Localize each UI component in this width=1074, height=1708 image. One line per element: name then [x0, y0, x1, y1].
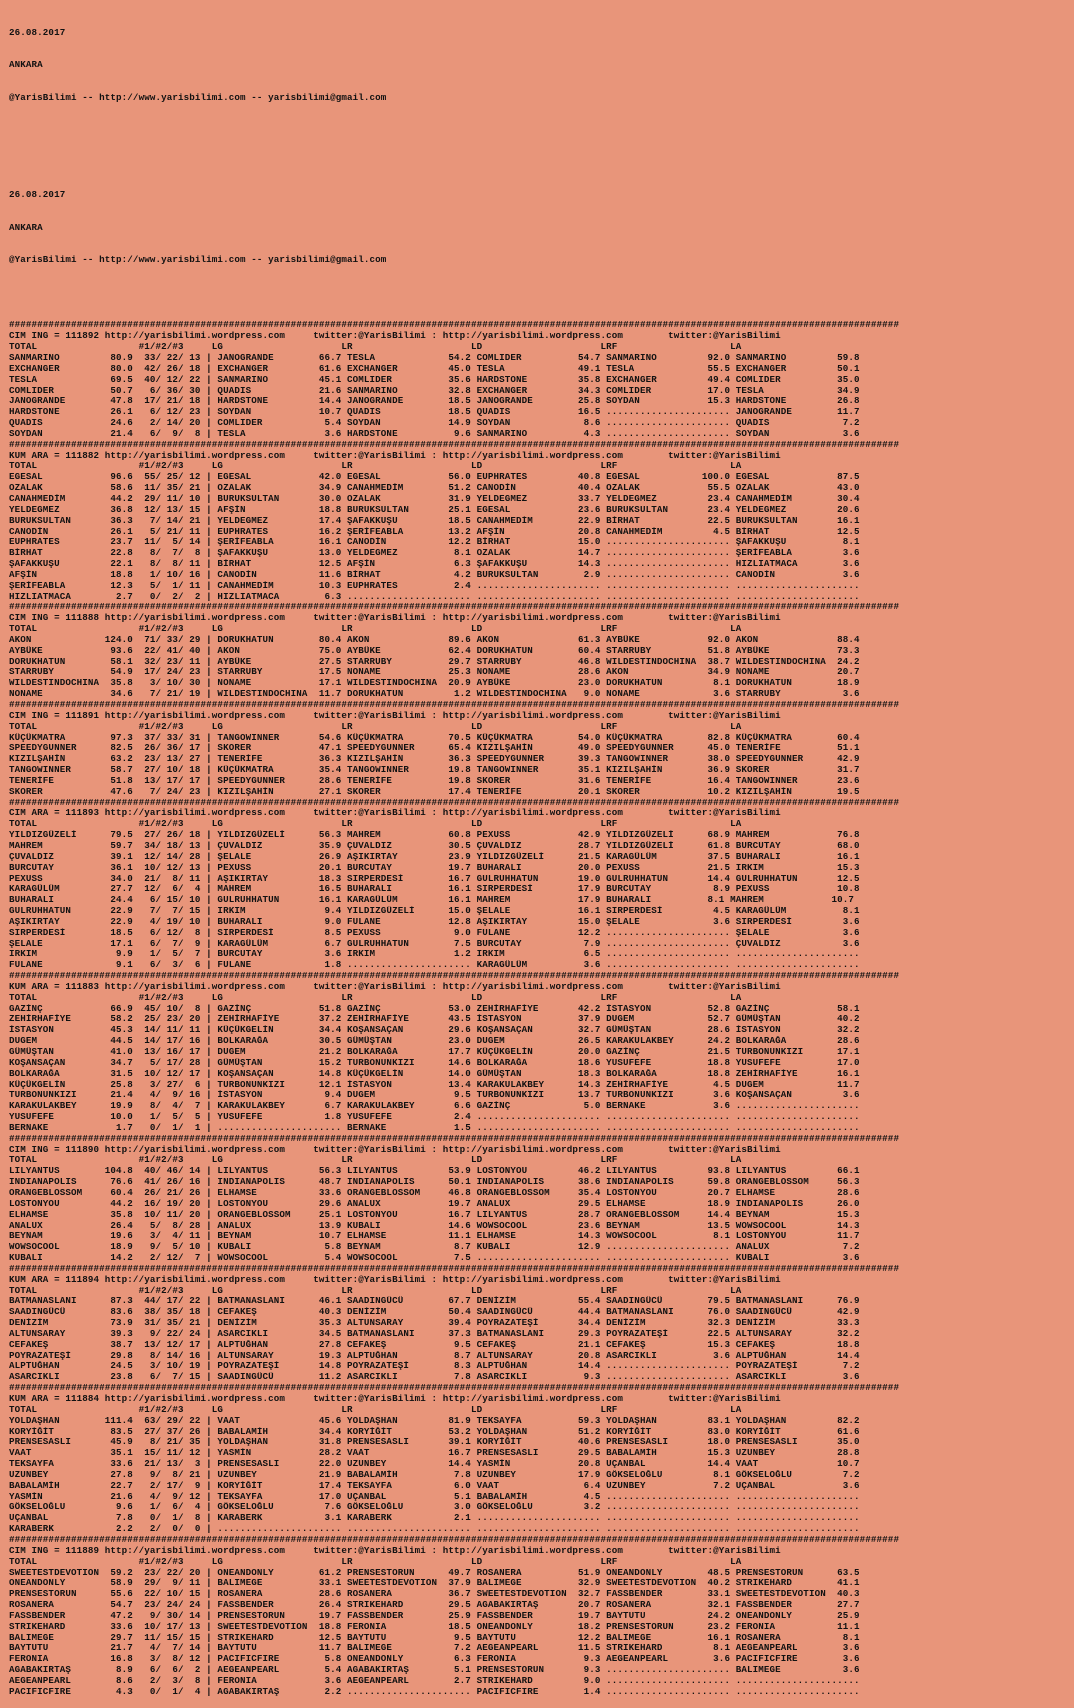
- table-row: CANAHMEDİM 44.2 29/ 11/ 10 | BURUKSULTAN 30.0 OZALAK 31.9 YELDEGMEZ 33.7 YELDEGMEZ 23.4 CANAHMEDİM 30.4: [9, 493, 860, 504]
- table-row: HIZLIATMACA 2.7 0/ 2/ 2 | HIZLIATMACA 6.3 ...................... ...................... ...................... ......................: [9, 591, 860, 602]
- table-row: FERONIA 16.8 3/ 8/ 12 | PACIFICFIRE 5.8 ONEANDONLY 6.3 FERONIA 9.3 AEGEANPEARL 3.6 PACIFICFIRE 3.6: [9, 1654, 860, 1665]
- table-row: FULANE 9.1 6/ 3/ 6 | FULANE 1.8 ...................... KARAGÜLÜM 3.6 ...................... ......................: [9, 960, 860, 971]
- table-row: ORANGEBLOSSOM 60.4 26/ 21/ 26 | ELHAMSE 33.6 ORANGEBLOSSOM 46.8 ORANGEBLOSSOM 35.4 LOSTONYOU 20.7 ELHAMSE 28.6: [9, 1187, 860, 1198]
- table-row: BERNAKE 1.7 0/ 1/ 1 | ...................... BERNAKE 1.5 ...................... ...................... ......................: [9, 1122, 860, 1133]
- table-row: YILDIZGÜZELİ 79.5 27/ 26/ 18 | YILDIZGÜZELİ 56.3 MAHREM 60.8 PEXUSS 42.9 YILDIZGÜZELİ 68.9 MAHREM 76.8: [9, 830, 860, 841]
- table-row: IRKIM 9.9 1/ 5/ 7 | BURCUTAY 3.6 IRKIM 1.2 IRKIM 6.5 ...................... ......................: [9, 949, 860, 960]
- table-row: KORYİĞİT 83.5 27/ 37/ 26 | BABALAMİH 34.4 KORYİĞİT 53.2 YOLDAŞHAN 51.2 KORYİĞİT 83.0 KORYİĞİT 61.6: [9, 1426, 860, 1437]
- column-header: TOTAL #1/#2/#3 LG LR LD LRF LA: [9, 461, 742, 472]
- race-title: CIM ING = 111890 http://yarisbilimi.wordpress.com twitter:@YarisBilimi : http://yarisbilimi.wordpress.com twitter:@YarisBilimi: [9, 1144, 781, 1155]
- table-row: ANALUX 26.4 5/ 8/ 28 | ANALUX 13.9 KUBALI 14.6 WOWSOCOOL 23.6 BEYNAM 13.5 WOWSOCOOL 14.3: [9, 1220, 860, 1231]
- table-row: SWEETESTDEVOTION 59.2 23/ 22/ 20 | ONEANDONLY 61.2 PRENSESTORUN 49.7 ROSANERA 51.9 ONEANDONLY 48.5 PRENSESTORUN 63.5: [9, 1567, 860, 1578]
- separator-line: ##############################################################################################################################################################: [9, 320, 900, 331]
- race-title: CIM ING = 111891 http://yarisbilimi.wordpress.com twitter:@YarisBilimi : http://yarisbilimi.wordpress.com twitter:@YarisBilimi: [9, 710, 781, 721]
- table-row: STRIKEHARD 33.6 10/ 17/ 13 | SWEETESTDEVOTION 18.8 FERONIA 18.5 ONEANDONLY 18.2 PRENSESTORUN 23.2 FERONIA 11.1: [9, 1621, 860, 1632]
- table-row: KÜÇÜKMATRA 97.3 37/ 33/ 31 | TANGOWINNER 54.6 KÜÇÜKMATRA 70.5 KÜÇÜKMATRA 54.0 KÜÇÜKMATRA 82.8 KÜÇÜKMATRA 60.4: [9, 732, 860, 743]
- spacer: [9, 125, 1069, 136]
- table-row: ELHAMSE 35.8 10/ 11/ 20 | ORANGEBLOSSOM 25.1 LOSTONYOU 16.7 LILYANTUS 28.7 ORANGEBLOSSOM 14.4 BEYNAM 15.3: [9, 1209, 860, 1220]
- race-title: KUM ARA = 111882 http://yarisbilimi.wordpress.com twitter:@YarisBilimi : http://yarisbilimi.wordpress.com twitter:@YarisBilimi: [9, 450, 781, 461]
- race-title: CIM ING = 111889 http://yarisbilimi.wordpress.com twitter:@YarisBilimi : http://yarisbilimi.wordpress.com twitter:@YarisBilimi: [9, 1545, 781, 1556]
- table-row: BOLKARAĞA 31.5 10/ 12/ 17 | KOŞANSAÇAN 14.8 KÜÇÜKGELİN 14.0 GÜMÜŞTAN 18.3 BOLKARAĞA 18.8 ZEHİRHAFİYE 16.1: [9, 1068, 860, 1079]
- table-row: AYBÜKE 93.6 22/ 41/ 40 | AKON 75.0 AYBÜKE 62.4 DORUKHATUN 60.4 STARRUBY 51.8 AYBÜKE 73.3: [9, 645, 860, 656]
- race-title: CIM ING = 111888 http://yarisbilimi.wordpress.com twitter:@YarisBilimi : http://yarisbilimi.wordpress.com twitter:@YarisBilimi: [9, 613, 781, 624]
- table-row: KARAGÜLÜM 27.7 12/ 6/ 4 | MAHREM 16.5 BUHARALI 16.1 SIRPERDESİ 17.9 BURCUTAY 8.9 PEXUSS 10.8: [9, 884, 860, 895]
- table-row: INDIANAPOLIS 76.6 41/ 26/ 16 | INDIANAPOLIS 48.7 INDIANAPOLIS 50.1 INDIANAPOLIS 38.6 INDIANAPOLIS 59.8 ORANGEBLOSSOM 56.3: [9, 1177, 860, 1188]
- table-row: ASARCIKLI 23.8 6/ 7/ 15 | SAADINGÜCÜ 11.2 ASARCIKLI 7.8 ASARCIKLI 9.3 ...................... ASARCIKLI 3.6: [9, 1372, 860, 1383]
- table-row: BAYTUTU 21.7 4/ 7/ 14 | BAYTUTU 11.7 BALIMEGE 7.2 AEGEANPEARL 11.5 STRIKEHARD 8.1 AEGEANPEARL 3.6: [9, 1643, 860, 1654]
- table-row: ONEANDONLY 58.9 29/ 9/ 11 | BALIMEGE 33.1 SWEETESTDEVOTION 37.9 BALIMEGE 32.9 SWEETESTDEVOTION 40.2 STRIKEHARD 41.1: [9, 1578, 860, 1589]
- table-row: GULRUHHATUN 22.9 7/ 7/ 15 | IRKIM 9.4 YILDIZGÜZELİ 15.0 ŞELALE 16.1 SIRPERDESİ 4.5 KARAGÜLÜM 8.1: [9, 906, 860, 917]
- table-row: BATMANASLANI 87.3 44/ 17/ 22 | BATMANASLANI 46.1 SAADINGÜCÜ 67.7 DENİZİM 55.4 SAADINGÜCÜ 79.5 BATMANASLANI 76.9: [9, 1296, 860, 1307]
- table-row: VAAT 35.1 15/ 11/ 12 | YASMİN 28.2 VAAT 16.7 PRENSESASLI 29.5 BABALAMİH 15.3 UZUNBEY 28.8: [9, 1448, 860, 1459]
- table-row: ŞERİFEABLA 12.3 5/ 1/ 11 | CANAHMEDİM 10.3 EUPHRATES 2.4 ...................... ...................... ......................: [9, 580, 860, 591]
- race-title: CIM ING = 111892 http://yarisbilimi.wordpress.com twitter:@YarisBilimi : http://yarisbilimi.wordpress.com twitter:@YarisBilimi: [9, 331, 781, 342]
- table-row: EGESAL 96.6 55/ 25/ 12 | EGESAL 42.0 EGESAL 56.0 EUPHRATES 40.8 EGESAL 100.0 EGESAL 87.5: [9, 472, 860, 483]
- table-row: JANOGRANDE 47.8 17/ 21/ 18 | HARDSTONE 14.4 JANOGRANDE 18.5 JANOGRANDE 25.8 SOYDAN 15.3 HARDSTONE 26.8: [9, 396, 860, 407]
- table-row: PRENSESTORUN 55.6 22/ 10/ 15 | ROSANERA 28.6 ROSANERA 36.7 SWEETESTDEVOTION 32.7 FASSBENDER 33.1 SWEETESTDEVOTION 40.3: [9, 1589, 860, 1600]
- table-row: FASSBENDER 47.2 9/ 30/ 14 | PRENSESTORUN 19.7 FASSBENDER 25.9 FASSBENDER 19.7 BAYTUTU 24.2 ONEANDONLY 25.9: [9, 1610, 860, 1621]
- table-row: QUADIS 24.6 2/ 14/ 20 | COMLIDER 5.4 SOYDAN 14.9 SOYDAN 8.6 ...................... QUADIS 7.2: [9, 418, 860, 429]
- separator-line: ##############################################################################################################################################################: [9, 1534, 900, 1545]
- table-row: SKORER 47.6 7/ 24/ 23 | KIZILŞAHİN 27.1 SKORER 17.4 TENERİFE 20.1 SKORER 10.2 KIZILŞAHİN 19.5: [9, 786, 860, 797]
- table-row: ŞELALE 17.1 6/ 7/ 9 | KARAGÜLÜM 6.7 GULRUHHATUN 7.5 BURCUTAY 7.9 ...................... ÇUVALDIZ 3.6: [9, 938, 860, 949]
- table-row: KUBALI 14.2 2/ 12/ 7 | WOWSOCOOL 5.4 WOWSOCOOL 7.5 ...................... ...................... KUBALI 3.6: [9, 1253, 860, 1264]
- table-row: İSTASYON 45.3 14/ 11/ 11 | KÜÇÜKGELİN 34.4 KOŞANSAÇAN 29.6 KOŞANSAÇAN 32.7 GÜMÜŞTAN 28.6 İSTASYON 32.2: [9, 1025, 860, 1036]
- table-row: STARRUBY 54.9 17/ 24/ 23 | STARRUBY 17.5 NONAME 25.3 NONAME 28.6 AKON 34.9 NONAME 20.7: [9, 667, 860, 678]
- column-header: TOTAL #1/#2/#3 LG LR LD LRF LA: [9, 992, 742, 1003]
- table-row: BUHARALI 24.4 6/ 15/ 10 | GULRUHHATUN 16.1 KARAGÜLÜM 16.1 MAHREM 17.9 BUHARALI 8.1 MAHREM 10.7: [9, 895, 855, 906]
- table-row: NONAME 34.6 7/ 21/ 19 | WILDESTINDOCHINA 11.7 DORUKHATUN 1.2 WILDESTINDOCHINA 9.0 NONAME 3.6 STARRUBY 3.6: [9, 689, 860, 700]
- table-row: ALPTUĞHAN 24.5 3/ 10/ 19 | POYRAZATEŞİ 14.8 POYRAZATEŞİ 8.3 ALPTUĞHAN 14.4 ...................... POYRAZATEŞİ 7.2: [9, 1361, 860, 1372]
- document-body: [9, 6, 1069, 1708]
- table-row: TURBONUNKIZI 21.4 4/ 9/ 16 | İSTASYON 9.4 DUGEM 9.5 TURBONUNKIZI 13.7 TURBONUNKIZI 3.6 KOŞANSAÇAN 3.6: [9, 1090, 860, 1101]
- table-row: WOWSOCOOL 18.9 9/ 5/ 10 | KUBALI 5.8 BEYNAM 8.7 KUBALI 12.9 ...................... ANALUX 7.2: [9, 1242, 860, 1253]
- column-header: TOTAL #1/#2/#3 LG LR LD LRF LA: [9, 721, 742, 732]
- column-header: TOTAL #1/#2/#3 LG LR LD LRF LA: [9, 1556, 742, 1567]
- race-title: KUM ARA = 111884 http://yarisbilimi.wordpress.com twitter:@YarisBilimi : http://yarisbilimi.wordpress.com twitter:@YarisBilimi: [9, 1394, 781, 1404]
- table-row: AFŞİN 18.8 1/ 10/ 16 | CANODİN 11.6 BİRHAT 4.2 BURUKSULTAN 2.9 ...................... CANODİN 3.6: [9, 569, 860, 580]
- table-row: CEFAKEŞ 38.7 13/ 12/ 17 | ALPTUĞHAN 27.8 CEFAKEŞ 9.5 CEFAKEŞ 21.1 CEFAKEŞ 15.3 CEFAKEŞ 18.8: [9, 1339, 860, 1350]
- table-row: SAADINGÜCÜ 83.6 38/ 35/ 18 | CEFAKEŞ 40.3 DENİZİM 50.4 SAADINGÜCÜ 44.4 BATMANASLANI 76.0 SAADINGÜCÜ 42.9: [9, 1307, 860, 1318]
- table-row: KARABERK 2.2 2/ 0/ 0 | ...................... ...................... ...................... ...................... ......................: [9, 1524, 860, 1535]
- table-row: GAZİNÇ 66.9 45/ 10/ 8 | GAZİNÇ 51.8 GAZİNÇ 53.0 ZEHİRHAFİYE 42.2 İSTASYON 52.8 GAZİNÇ 58.1: [9, 1003, 860, 1014]
- table-row: POYRAZATEŞİ 29.8 8/ 14/ 16 | ALTUNSARAY 19.3 ALPTUĞHAN 8.7 ALTUNSARAY 20.8 ASARCIKLI 3.6 ALPTUĞHAN 14.4: [9, 1350, 860, 1361]
- table-row: KARAKULAKBEY 19.9 8/ 4/ 7 | KARAKULAKBEY 6.7 KARAKULAKBEY 6.6 GAZİNÇ 5.0 BERNAKE 3.6 ......................: [9, 1101, 860, 1112]
- table-row: UZUNBEY 27.8 9/ 8/ 21 | UZUNBEY 21.9 BABALAMİH 7.8 UZUNBEY 17.9 GÖKSELOĞLU 8.1 GÖKSELOĞLU 7.2: [9, 1469, 860, 1480]
- table-row: BİRHAT 22.8 8/ 7/ 8 | ŞAFAKKUŞU 13.0 YELDEGMEZ 8.1 OZALAK 14.7 ...................... ŞERİFEABLA 3.6: [9, 548, 860, 559]
- table-row: HARDSTONE 26.1 6/ 12/ 23 | SOYDAN 10.7 QUADIS 18.5 QUADIS 16.5 ...................... JANOGRANDE 11.7: [9, 407, 860, 418]
- report-contact: @YarisBilimi -- http://www.yarisbilimi.com -- yarisbilimi@gmail.com: [9, 91, 387, 103]
- table-row: YASMİN 21.6 4/ 9/ 12 | TEKSAYFA 17.0 UÇANBAL 5.1 BABALAMİH 4.5 ...................... ......................: [9, 1491, 860, 1502]
- separator-line: ##############################################################################################################################################################: [9, 439, 900, 450]
- table-row: DENİZİM 73.9 31/ 35/ 21 | DENİZİM 35.3 ALTUNSARAY 39.4 POYRAZATEŞİ 34.4 DENİZİM 32.3 DENİZİM 33.3: [9, 1318, 860, 1329]
- table-row: YOLDAŞHAN 111.4 63/ 29/ 22 | VAAT 45.6 YOLDAŞHAN 81.9 TEKSAYFA 59.3 YOLDAŞHAN 83.1 YOLDAŞHAN 82.2: [9, 1415, 860, 1426]
- table-row: PRENSESASLI 45.9 8/ 21/ 35 | YOLDAŞHAN 31.8 PRENSESASLI 39.1 KORYİĞİT 40.6 PRENSESASLI 18.0 PRENSESASLI 35.0: [9, 1437, 860, 1448]
- table-row: CANODİN 26.1 5/ 21/ 11 | EUPHRATES 16.2 ŞERİFEABLA 13.2 AFŞİN 20.8 CANAHMEDİM 4.5 BİRHAT 12.5: [9, 526, 860, 537]
- table-row: EUPHRATES 23.7 11/ 5/ 14 | ŞERİFEABLA 16.1 CANODİN 12.2 BİRHAT 15.0 ...................... ŞAFAKKUŞU 8.1: [9, 537, 860, 548]
- table-row: EXCHANGER 80.0 42/ 26/ 18 | EXCHANGER 61.6 EXCHANGER 45.0 TESLA 49.1 TESLA 55.5 EXCHANGER 50.1: [9, 363, 860, 374]
- table-row: PACIFICFIRE 4.3 0/ 1/ 4 | AGABAKIRTAŞ 2.2 ...................... PACIFICFIRE 1.4 ...................... ......................: [9, 1686, 860, 1697]
- race-title: KUM ARA = 111894 http://yarisbilimi.wordpress.com twitter:@YarisBilimi : http://yarisbilimi.wordpress.com twitter:@YarisBilimi: [9, 1274, 781, 1285]
- separator-line: ##############################################################################################################################################################: [9, 602, 900, 613]
- table-row: ZEHİRHAFİYE 58.2 25/ 23/ 20 | ZEHİRHAFİYE 37.2 ZEHİRHAFİYE 43.5 İSTASYON 37.9 DUGEM 52.7 GÜMÜŞTAN 40.2: [9, 1014, 860, 1025]
- table-row: TEKSAYFA 33.6 21/ 13/ 3 | PRENSESASLI 22.0 UZUNBEY 14.4 YASMİN 20.8 UÇANBAL 14.4 VAAT 10.7: [9, 1459, 860, 1470]
- table-row: ŞAFAKKUŞU 22.1 8/ 8/ 11 | BİRHAT 12.5 AFŞİN 6.3 ŞAFAKKUŞU 14.3 ...................... HIZLIATMACA 3.6: [9, 559, 860, 570]
- report-city: ANKARA: [9, 59, 43, 71]
- separator-line: ##############################################################################################################################################################: [9, 1383, 900, 1394]
- spacer: [9, 158, 1069, 169]
- table-row: KÜÇÜKGELİN 25.8 3/ 27/ 6 | TURBONUNKIZI 12.1 İSTASYON 13.4 KARAKULAKBEY 14.3 ZEHİRHAFİYE 4.5 DUGEM 11.7: [9, 1079, 860, 1090]
- table-row: AEGEANPEARL 8.6 2/ 3/ 8 | FERONIA 3.6 AEGEANPEARL 2.7 STRIKEHARD 9.0 ...................... ......................: [9, 1675, 860, 1686]
- table-row: OZALAK 58.6 11/ 35/ 21 | OZALAK 34.9 CANAHMEDİM 51.2 CANODİN 40.4 OZALAK 55.5 OZALAK 43.0: [9, 483, 860, 494]
- table-row: SANMARINO 80.9 33/ 22/ 13 | JANOGRANDE 66.7 TESLA 54.2 COMLIDER 54.7 SANMARINO 92.0 SANMARINO 59.8: [9, 353, 860, 363]
- column-header: TOTAL #1/#2/#3 LG LR LD LRF LA: [9, 342, 742, 353]
- table-row: TENERİFE 51.8 13/ 17/ 17 | SPEEDYGUNNER 28.6 TENERİFE 19.8 SKORER 31.6 TENERİFE 16.4 TANGOWINNER 23.6: [9, 775, 860, 786]
- table-row: WILDESTINDOCHINA 35.8 3/ 10/ 30 | NONAME 17.1 WILDESTINDOCHINA 20.9 AYBÜKE 23.0 DORUKHATUN 8.1 DORUKHATUN 18.9: [9, 678, 860, 689]
- race-title: CIM ARA = 111893 http://yarisbilimi.wordpress.com twitter:@YarisBilimi : http://yarisbilimi.wordpress.com twitter:@YarisBilimi: [9, 808, 781, 819]
- table-row: GÖKSELOĞLU 9.6 1/ 6/ 4 | GÖKSELOĞLU 7.6 GÖKSELOĞLU 3.0 GÖKSELOĞLU 3.2 ...................... ......................: [9, 1502, 860, 1513]
- table-row: BABALAMİH 22.7 2/ 17/ 9 | KORYİĞİT 17.4 TEKSAYFA 6.0 VAAT 6.4 UZUNBEY 7.2 UÇANBAL 3.6: [9, 1480, 860, 1491]
- table-row: BALIMEGE 29.7 11/ 15/ 15 | STRIKEHARD 12.5 BAYTUTU 9.5 BAYTUTU 12.2 BALIMEGE 16.1 ROSANERA 8.1: [9, 1632, 860, 1643]
- table-row: SOYDAN 21.4 6/ 9/ 8 | TESLA 3.6 HARDSTONE 9.6 SANMARINO 4.3 ...................... SOYDAN 3.6: [9, 428, 860, 439]
- table-row: ROSANERA 54.7 23/ 24/ 24 | FASSBENDER 26.4 STRIKEHARD 29.5 AGABAKIRTAŞ 20.7 ROSANERA 32.1 FASSBENDER 27.7: [9, 1600, 860, 1611]
- table-row: DUGEM 44.5 14/ 17/ 16 | BOLKARAĞA 30.5 GÜMÜŞTAN 23.0 DUGEM 26.5 KARAKULAKBEY 24.2 BOLKARAĞA 28.6: [9, 1036, 860, 1047]
- column-header: TOTAL #1/#2/#3 LG LR LD LRF LA: [9, 819, 742, 830]
- table-row: SIRPERDESİ 18.5 6/ 12/ 8 | SIRPERDESİ 8.5 PEXUSS 9.0 FULANE 12.2 ...................... ŞELALE 3.6: [9, 927, 860, 938]
- race-title: KUM ARA = 111883 http://yarisbilimi.wordpress.com twitter:@YarisBilimi : http://yarisbilimi.wordpress.com twitter:@YarisBilimi: [9, 981, 781, 992]
- table-row: TANGOWINNER 58.7 27/ 10/ 18 | KÜÇÜKMATRA 35.4 TANGOWINNER 19.8 TANGOWINNER 35.1 KIZILŞAHİN 36.9 SKORER 31.7: [9, 765, 860, 776]
- separator-line: ##############################################################################################################################################################: [9, 971, 900, 982]
- table-row: BURCUTAY 36.1 10/ 12/ 13 | PEXUSS 20.1 BURCUTAY 19.7 BUHARALI 20.0 PEXUSS 21.5 IRKIM 15.3: [9, 862, 860, 873]
- report-date: 26.08.2017: [9, 26, 66, 38]
- separator-line: ##############################################################################################################################################################: [9, 700, 900, 710]
- report-date: 26.08.2017: [9, 189, 66, 201]
- report-contact: @YarisBilimi -- http://www.yarisbilimi.com -- yarisbilimi@gmail.com: [9, 254, 387, 266]
- table-row: ALTUNSARAY 39.3 9/ 22/ 24 | ASARCIKLI 34.5 BATMANASLANI 37.3 BATMANASLANI 29.3 POYRAZATEŞİ 22.5 ALTUNSARAY 32.2: [9, 1328, 860, 1339]
- race-tables: [9, 320, 1069, 1697]
- column-header: TOTAL #1/#2/#3 LG LR LD LRF LA: [9, 1285, 742, 1296]
- separator-line: ##############################################################################################################################################################: [9, 797, 900, 808]
- table-row: KOŞANSAÇAN 34.7 5/ 17/ 28 | GÜMÜŞTAN 15.2 TURBONUNKIZI 14.6 BOLKARAĞA 18.6 YUSUFEFE 18.8 YUSUFEFE 17.0: [9, 1057, 860, 1068]
- table-row: LILYANTUS 104.8 40/ 46/ 14 | LILYANTUS 56.3 LILYANTUS 53.9 LOSTONYOU 46.2 LILYANTUS 93.8 LILYANTUS 66.1: [9, 1166, 860, 1177]
- table-row: BURUKSULTAN 36.3 7/ 14/ 21 | YELDEGMEZ 17.4 ŞAFAKKUŞU 18.5 CANAHMEDİM 22.9 BİRHAT 22.5 BURUKSULTAN 16.1: [9, 515, 860, 526]
- table-row: ÇUVALDIZ 39.1 12/ 14/ 28 | ŞELALE 26.9 AŞIKIRTAY 23.9 YILDIZGÜZELİ 21.5 KARAGÜLÜM 37.5 BUHARALI 16.1: [9, 851, 860, 862]
- table-row: COMLIDER 50.7 6/ 36/ 30 | QUADIS 21.6 SANMARINO 32.8 EXCHANGER 34.3 COMLIDER 17.0 TESLA 34.9: [9, 385, 860, 396]
- table-row: YUSUFEFE 10.0 1/ 5/ 5 | YUSUFEFE 1.8 YUSUFEFE 2.4 ...................... ...................... ......................: [9, 1112, 860, 1123]
- table-row: BEYNAM 19.6 3/ 4/ 11 | BEYNAM 10.7 ELHAMSE 11.1 ELHAMSE 14.3 WOWSOCOOL 8.1 LOSTONYOU 11.7: [9, 1231, 860, 1242]
- report-city: ANKARA: [9, 221, 43, 233]
- column-header: TOTAL #1/#2/#3 LG LR LD LRF LA: [9, 1155, 742, 1166]
- table-row: SPEEDYGUNNER 82.5 26/ 36/ 17 | SKORER 47.1 SPEEDYGUNNER 65.4 KIZILŞAHİN 49.0 SPEEDYGUNNER 45.0 TENERİFE 51.1: [9, 743, 860, 754]
- table-row: TESLA 69.5 40/ 12/ 22 | SANMARINO 45.1 COMLIDER 35.6 HARDSTONE 35.8 EXCHANGER 49.4 COMLIDER 35.0: [9, 374, 860, 385]
- separator-line: ##############################################################################################################################################################: [9, 1133, 900, 1144]
- table-row: AGABAKIRTAŞ 8.9 6/ 6/ 2 | AEGEANPEARL 5.4 AGABAKIRTAŞ 5.1 PRENSESTORUN 9.3 ...................... BALIMEGE 3.6: [9, 1665, 860, 1676]
- separator-line: ##############################################################################################################################################################: [9, 1263, 900, 1274]
- table-row: MAHREM 59.7 34/ 18/ 13 | ÇUVALDIZ 35.9 ÇUVALDIZ 30.5 ÇUVALDIZ 28.7 YILDIZGÜZELİ 61.8 BURCUTAY 68.0: [9, 840, 860, 851]
- table-row: PEXUSS 34.0 21/ 8/ 11 | AŞIKIRTAY 18.3 SIRPERDESİ 16.7 GULRUHHATUN 19.0 GULRUHHATUN 14.4 GULRUHHATUN 12.5: [9, 873, 860, 884]
- table-row: GÜMÜŞTAN 41.0 13/ 16/ 17 | DUGEM 21.2 BOLKARAĞA 17.7 KÜÇÜKGELİN 20.0 GAZİNÇ 21.5 TURBONUNKIZI 17.1: [9, 1047, 860, 1057]
- table-row: AŞIKIRTAY 22.9 4/ 19/ 10 | BUHARALI 9.0 FULANE 12.8 AŞIKIRTAY 15.0 ŞELALE 3.6 SIRPERDESİ 3.6: [9, 916, 860, 927]
- column-header: TOTAL #1/#2/#3 LG LR LD LRF LA: [9, 624, 742, 635]
- table-row: YELDEGMEZ 36.8 12/ 13/ 15 | AFŞİN 18.8 BURUKSULTAN 25.1 EGESAL 23.6 BURUKSULTAN 23.4 YELDEGMEZ 20.6: [9, 504, 860, 515]
- table-row: LOSTONYOU 44.2 16/ 19/ 20 | LOSTONYOU 29.6 ANALUX 19.7 ANALUX 29.5 ELHAMSE 18.9 INDIANAPOLIS 26.0: [9, 1198, 860, 1209]
- spacer: [9, 288, 1069, 299]
- table-row: KIZILŞAHİN 63.2 23/ 13/ 27 | TENERİFE 36.3 KIZILŞAHİN 36.3 SPEEDYGUNNER 39.3 TANGOWINNER 38.0 SPEEDYGUNNER 42.9: [9, 754, 860, 765]
- table-row: DORUKHATUN 58.1 32/ 23/ 11 | AYBÜKE 27.5 STARRUBY 29.7 STARRUBY 46.8 WILDESTINDOCHINA 38.7 WILDESTINDOCHINA 24.2: [9, 656, 860, 667]
- table-row: UÇANBAL 7.8 0/ 1/ 8 | KARABERK 3.1 KARABERK 2.1 ...................... ...................... ......................: [9, 1513, 860, 1524]
- column-header: TOTAL #1/#2/#3 LG LR LD LRF LA: [9, 1404, 742, 1415]
- table-row: AKON 124.0 71/ 33/ 29 | DORUKHATUN 80.4 AKON 89.6 AKON 61.3 AYBÜKE 92.0 AKON 88.4: [9, 634, 860, 645]
